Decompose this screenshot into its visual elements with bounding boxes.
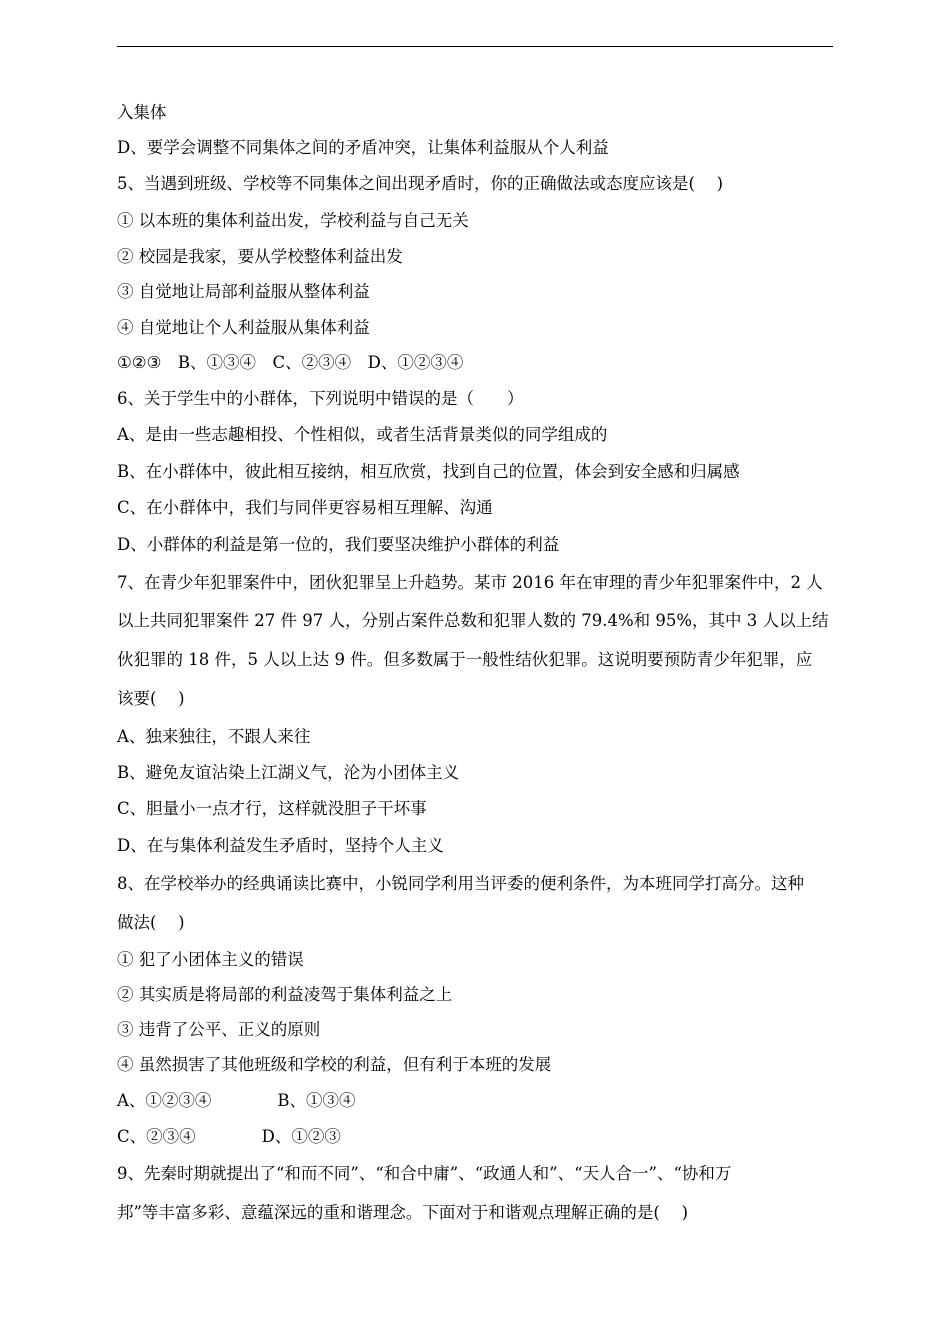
q8-options-cd: C、②③④ D、①②③ (117, 1127, 341, 1146)
q5-options: ①②③ B、①③④ C、②③④ D、①②③④ (117, 353, 464, 372)
q6-option-b: B、在小群体中，彼此相互接纳，相互欣赏，找到自己的位置，体会到安全感和归属感 (117, 462, 740, 481)
q7-option-d: D、在与集体利益发生矛盾时，坚持个人主义 (117, 836, 444, 855)
q7-option-a: A、独来独往，不跟人来往 (117, 727, 311, 746)
q8-statement-4: ④ 虽然损害了其他班级和学校的利益，但有利于本班的发展 (117, 1055, 552, 1074)
q8-options-ab: A、①②③④ B、①③④ (117, 1091, 356, 1110)
q5-statement-2: ② 校园是我家，要从学校整体利益出发 (117, 247, 403, 266)
q5-statement-1: ① 以本班的集体利益出发，学校利益与自己无关 (117, 211, 469, 230)
q5-statement-3: ③ 自觉地让局部利益服从整体利益 (117, 282, 370, 301)
q8-statement-3: ③ 违背了公平、正义的原则 (117, 1020, 321, 1039)
q5-statement-4: ④ 自觉地让个人利益服从集体利益 (117, 318, 370, 337)
question-8-line-1: 8、在学校举办的经典诵读比赛中，小锐同学利用当评委的便利条件，为本班同学打高分。这种 (117, 874, 804, 893)
option-d-q4: D、要学会调整不同集体之间的矛盾冲突，让集体利益服从个人利益 (117, 138, 609, 157)
question-9-line-1: 9、先秦时期就提出了“和而不同”、“和合中庸”、“政通人和”、“天人合一”、“协和万 (117, 1164, 732, 1183)
question-7-line-4: 该要( ) (117, 689, 185, 708)
q7-option-b: B、避免友谊沾染上江湖义气，沦为小团体主义 (117, 763, 460, 782)
question-5: 5、当遇到班级、学校等不同集体之间出现矛盾时，你的正确做法或态度应该是( ) (117, 174, 724, 193)
continuation-text: 入集体 (117, 103, 167, 122)
header-rule (117, 46, 833, 47)
question-6: 6、关于学生中的小群体，下列说明中错误的是（ ） (117, 389, 524, 408)
q8-statement-1: ① 犯了小团体主义的错误 (117, 950, 304, 969)
question-8-line-2: 做法( ) (117, 913, 185, 932)
question-7-line-2: 以上共同犯罪案件 27 件 97 人，分别占案件总数和犯罪人数的 79.4%和 95%，其中 3 人以上结 (117, 611, 829, 630)
q7-option-c: C、胆量小一点才行，这样就没胆子干坏事 (117, 799, 427, 818)
q8-statement-2: ② 其实质是将局部的利益凌驾于集体利益之上 (117, 985, 453, 1004)
q6-option-a: A、是由一些志趣相投、个性相似，或者生活背景类似的同学组成的 (117, 425, 608, 444)
question-7-line-1: 7、在青少年犯罪案件中，团伙犯罪呈上升趋势。某市 2016 年在审理的青少年犯罪案件中，2 人 (117, 573, 823, 592)
q6-option-c: C、在小群体中，我们与同伴更容易相互理解、沟通 (117, 498, 493, 517)
question-7-line-3: 伙犯罪的 18 件，5 人以上达 9 件。但多数属于一般性结伙犯罪。这说明要预防青少年犯罪，应 (117, 650, 813, 669)
question-9-line-2: 邦”等丰富多彩、意蕴深远的重和谐理念。下面对于和谐观点理解正确的是( ) (117, 1203, 689, 1222)
q6-option-d: D、小群体的利益是第一位的，我们要坚决维护小群体的利益 (117, 535, 560, 554)
